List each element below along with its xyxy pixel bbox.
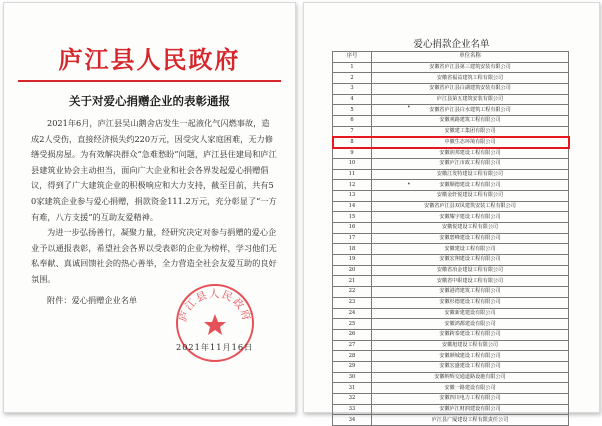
donor-number-cell: 14 bbox=[333, 201, 372, 212]
donor-row-highlighted bbox=[333, 137, 569, 148]
notice-page bbox=[3, 2, 296, 413]
donor-row bbox=[333, 319, 569, 330]
donor-row bbox=[333, 265, 569, 276]
donor-row bbox=[333, 244, 569, 255]
donor-number-cell: 29 bbox=[333, 361, 372, 372]
notice-paragraph-2: 为进一步弘扬善行，凝聚力量，经研究决定对参与捐赠的爱心企业予以通报表彰，希望社会各界以受表彰的企业为榜样，学习他们无私奉献、真诚回馈社会的热心善举，全力营造全社会友爱互助的良好氛围。 bbox=[31, 227, 277, 284]
donor-row bbox=[333, 180, 569, 191]
donor-name-cell: 庐江县广厦建设工程有限责任公司 bbox=[372, 415, 569, 426]
donor-row bbox=[333, 201, 569, 212]
donor-name-cell: 庐江县第五建筑安装有限公司 bbox=[372, 94, 569, 105]
donor-row bbox=[333, 297, 569, 308]
donor-name-cell: 安徽省庐江县双凤建筑安装工程有限公司 bbox=[372, 201, 569, 212]
donor-number-cell: 3 bbox=[333, 84, 372, 95]
notice-title: 关于对爱心捐赠企业的表彰通报 bbox=[69, 94, 230, 108]
donor-number-cell: 34 bbox=[333, 415, 372, 426]
scan-mark: • bbox=[407, 104, 411, 111]
donor-name-cell: 安徽颜城建设工程有限公司 bbox=[372, 351, 569, 362]
government-header: 庐江县人民政府 bbox=[58, 45, 241, 74]
donor-number-cell: 12 bbox=[333, 180, 372, 191]
donor-row bbox=[333, 372, 569, 383]
donor-name-cell: 安徽省福益建筑工程有限公司 bbox=[372, 73, 569, 84]
donor-row bbox=[333, 190, 569, 201]
donor-row bbox=[333, 287, 569, 298]
donor-name-cell: 安徽鸿都建设有限公司 bbox=[372, 319, 569, 330]
donor-number-cell: 7 bbox=[333, 126, 372, 137]
donor-name-cell: 安徽碧峰建设工程有限公司 bbox=[372, 233, 569, 244]
donor-name-cell: 安徽宏翔建设工程有限公司 bbox=[372, 255, 569, 266]
donor-number-cell: 2 bbox=[333, 73, 372, 84]
svg-text:庐江县人民政府: 庐江县人民政府 bbox=[177, 287, 253, 324]
donor-number-cell: 33 bbox=[333, 404, 372, 415]
donor-number-cell: 19 bbox=[333, 255, 372, 266]
donor-name-cell: 安徽顺德建设工程有限公司 bbox=[372, 180, 569, 191]
donor-number-cell: 32 bbox=[333, 394, 372, 405]
donor-table-body bbox=[333, 62, 569, 425]
donor-number-cell: 23 bbox=[333, 297, 372, 308]
donor-row bbox=[333, 116, 569, 127]
donor-name-cell: 安徽悦建设工程有限公司 bbox=[372, 223, 569, 234]
donor-name-cell: 安徽港湾建筑工程有限公司 bbox=[372, 287, 569, 298]
donor-name-cell: 安徽建设工程有限公司 bbox=[372, 244, 569, 255]
donor-row bbox=[333, 62, 569, 73]
donor-number-cell: 15 bbox=[333, 212, 372, 223]
donor-row bbox=[333, 404, 569, 415]
donor-number-cell: 10 bbox=[333, 158, 372, 169]
donor-name-cell: 安徽跨泰建设工程有限公司 bbox=[372, 329, 569, 340]
donor-row bbox=[333, 340, 569, 351]
header-company-name: 单位名称 bbox=[372, 52, 569, 63]
donor-number-cell: 22 bbox=[333, 287, 372, 298]
donor-name-cell: 安徽省中职建设工程有限公司 bbox=[372, 276, 569, 287]
donor-number-cell: 16 bbox=[333, 223, 372, 234]
donor-number-cell: 5 bbox=[333, 105, 372, 116]
donor-name-cell: 安徽新建建设有限公司 bbox=[372, 308, 569, 319]
donor-row bbox=[333, 415, 569, 426]
donor-name-cell: 安徽耀宇建设工程有限公司 bbox=[372, 212, 569, 223]
donor-table-header bbox=[333, 52, 569, 63]
donor-row bbox=[333, 73, 569, 84]
donor-row bbox=[333, 255, 569, 266]
donor-row bbox=[333, 84, 569, 95]
donor-row bbox=[333, 223, 569, 234]
donor-list-page bbox=[303, 2, 600, 423]
donor-number-cell: 4 bbox=[333, 94, 372, 105]
donor-number-cell: 27 bbox=[333, 340, 372, 351]
donor-name-cell: 安徽省庐江县白水建筑工程有限公司 bbox=[372, 105, 569, 116]
donor-number-cell: 11 bbox=[333, 169, 372, 180]
donor-list-title: 爱心捐款企业名单 bbox=[413, 39, 490, 50]
donor-name-cell: 安徽润邦建设工程有限公司 bbox=[372, 148, 569, 159]
donor-number-cell: 17 bbox=[333, 233, 372, 244]
donor-number-cell: 25 bbox=[333, 319, 372, 330]
donor-number-cell: 21 bbox=[333, 276, 372, 287]
donor-row bbox=[333, 329, 569, 340]
scan-mark: • bbox=[407, 181, 411, 188]
donor-row bbox=[333, 169, 569, 180]
donor-name-cell: 安徽江发特建设工程有限公司 bbox=[372, 169, 569, 180]
donor-row bbox=[333, 212, 569, 223]
donor-row bbox=[333, 233, 569, 244]
donor-name-cell: 安徽杉德建设工程有限公司 bbox=[372, 297, 569, 308]
notice-paragraph-1: 2021年6月，庐江县吴山鹅舍店发生一起液化气闪燃事故，造成2人受伤，直接经济损失约220万元，因受灾人家庭困难，无力修缮受损房屋。为有效解决群众“急难愁盼”问题，庐江县住建局和庐江县建筑业协会主动担当，面向广大企业和社会各界发起爱心捐赠倡议，得到了广大建筑企业的积极响应和大力支持，截至目前，共有50家建筑企业参与爱心捐赠，捐款资金111.2万元，充分彰显了“一方有难，八方支援”的互助友爱精神。 bbox=[31, 118, 277, 222]
notice-date: 2021年11月16日 bbox=[176, 342, 254, 352]
donor-row bbox=[333, 276, 569, 287]
donor-name-cell: 安徽一路建设有限公司 bbox=[372, 383, 569, 394]
donor-row bbox=[333, 105, 569, 116]
donor-row bbox=[333, 394, 569, 405]
donor-name-cell: 安徽纳辉交通道路设施有限公司 bbox=[372, 372, 569, 383]
donor-row bbox=[333, 126, 569, 137]
donor-number-cell: 28 bbox=[333, 351, 372, 362]
donor-number-cell: 24 bbox=[333, 308, 372, 319]
donor-number-cell: 1 bbox=[333, 62, 372, 73]
donor-number-cell: 13 bbox=[333, 190, 372, 201]
donor-row bbox=[333, 308, 569, 319]
attachment-note: 附件：爱心捐赠企业名单 bbox=[47, 295, 138, 305]
donor-name-cell: 安徽金轩悦建设工程有限公司 bbox=[372, 190, 569, 201]
donor-row bbox=[333, 94, 569, 105]
donor-name-cell: 安徽庐江市政工程有限公司 bbox=[372, 158, 569, 169]
donor-number-cell: 26 bbox=[333, 329, 372, 340]
donor-row bbox=[333, 148, 569, 159]
donor-name-cell: 安徽省庐江县白湖建筑安装有限公司 bbox=[372, 84, 569, 95]
donor-number-cell: 8 bbox=[333, 137, 372, 148]
donor-number-cell: 31 bbox=[333, 383, 372, 394]
donor-row bbox=[333, 361, 569, 372]
official-seal-icon bbox=[172, 280, 258, 366]
donor-number-cell: 20 bbox=[333, 265, 372, 276]
donor-name-cell: 安徽省冶金建设工程有限公司 bbox=[372, 265, 569, 276]
donor-name-cell: 安徽建工集团有限公司 bbox=[372, 126, 569, 137]
header-number: 序号 bbox=[333, 52, 372, 63]
donor-name-cell: 安徽四川电力工程有限公司 bbox=[372, 394, 569, 405]
donor-number-cell: 9 bbox=[333, 148, 372, 159]
donor-name-cell: 安徽旭建设工程有限公司 bbox=[372, 340, 569, 351]
donor-row bbox=[333, 158, 569, 169]
donor-name-cell: 安徽庐江财润建设有限公司 bbox=[372, 404, 569, 415]
donor-row bbox=[333, 351, 569, 362]
donor-number-cell: 6 bbox=[333, 116, 372, 127]
donor-name-cell: 安徽观路建筑工程有限公司 bbox=[372, 116, 569, 127]
donor-table bbox=[332, 51, 569, 426]
donor-row bbox=[333, 383, 569, 394]
donor-number-cell: 30 bbox=[333, 372, 372, 383]
notice-body bbox=[31, 116, 277, 288]
donor-name-cell: 安徽省庐江县第三建筑安装有限公司 bbox=[372, 62, 569, 73]
donor-name-cell: 安徽宏盛建设工程有限公司 bbox=[372, 361, 569, 372]
donor-number-cell: 18 bbox=[333, 244, 372, 255]
donor-name-cell: 中徽生态环境有限公司 bbox=[372, 137, 569, 148]
red-divider-line bbox=[18, 80, 281, 82]
